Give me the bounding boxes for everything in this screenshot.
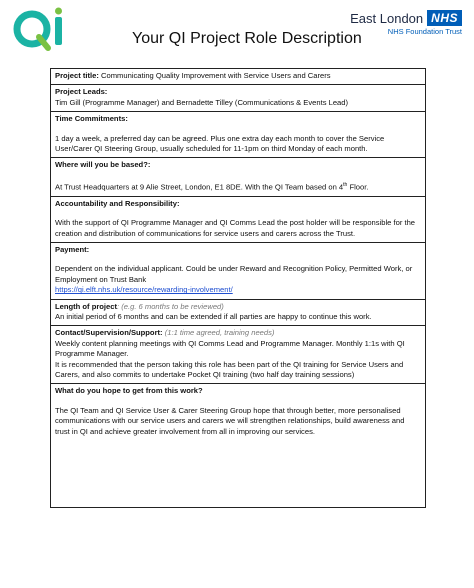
section-outcomes (51, 383, 425, 507)
section-label: Contact/Supervision/Support: (55, 328, 163, 338)
section-label: Project Leads: (55, 87, 108, 97)
section-text: At Trust Headquarters at 9 Alie Street, London, E1 8DE. With the QI Team based on 4th Floor. (55, 181, 369, 192)
nhs-badge: NHS (427, 10, 462, 26)
project-title-value: Communicating Quality Improvement with Service Users and Carers (101, 71, 331, 80)
section-text: Tim Gill (Programme Manager) and Bernadette Tilley (Communications & Events Lead) (55, 97, 349, 107)
section-location (51, 157, 425, 195)
section-label: Length of project (55, 301, 118, 311)
section-text: Dependent on the individual applicant. Could be under Reward and Recognition Policy, Permitted Work, or Employment on Trust Bank (55, 264, 413, 284)
rewarding-involvement-link[interactable]: https://qi.elft.nhs.uk/resource/rewarding-involvement/ (55, 285, 233, 295)
section-time-commitments (51, 111, 425, 157)
trust-name: NHS Foundation Trust (387, 27, 462, 36)
nhs-trust-logo (350, 10, 462, 36)
document-header (0, 0, 474, 60)
section-text: Weekly content planning meetings with QI Comms Lead and Programme Manager. Monthly 1:1s with QI Programme Manager. (55, 338, 405, 359)
section-accountability (51, 196, 425, 242)
qi-logo-icon (12, 6, 68, 56)
section-label: Time Commitments: (55, 114, 128, 124)
org-name: East London (350, 10, 424, 26)
section-label: Accountability and Responsibility: (55, 198, 180, 208)
section-length (51, 299, 425, 326)
section-contact (51, 325, 425, 383)
section-label: Project title: (55, 71, 99, 80)
section-text: With the support of QI Programme Manager and QI Comms Lead the post holder will be responsible for the creation and distribution of communications for service users and carers across the Trust. (55, 218, 416, 238)
section-text: The QI Team and QI Service User & Carer Steering Group hope that through better, more personalised communications with our service users and carers we will strengthen relationships, build awareness and trust in QI and achieve greater involvement from all in improving our services. (55, 405, 405, 436)
section-label: What do you hope to get from this work? (55, 386, 203, 396)
section-hint: (1:1 time agreed, training needs) (162, 328, 275, 338)
section-label: Payment: (55, 245, 90, 254)
section-text: An initial period of 6 months and can be extended if all parties are happy to continue this work. (55, 312, 372, 322)
section-payment (51, 242, 425, 299)
section-project-leads (51, 84, 425, 111)
section-hint: : (e.g. 6 months to be reviewed) (117, 301, 224, 311)
section-label: Where will you be based?: (55, 160, 151, 170)
section-text: It is recommended that the person taking this role has been part of the QI training for Service Users and Carers, and also commits to undertake Pocket QI training (two half day training sessions) (55, 359, 404, 380)
role-description-table (50, 68, 426, 508)
page-title: Your QI Project Role Description (132, 30, 362, 47)
section-text: 1 day a week, a preferred day can be agreed. Plus one extra day each month to cover the Service User/Carer QI Steering Group, usually scheduled for 11-1pm on third Monday of each month. (55, 133, 385, 154)
section-project-title (51, 69, 425, 84)
